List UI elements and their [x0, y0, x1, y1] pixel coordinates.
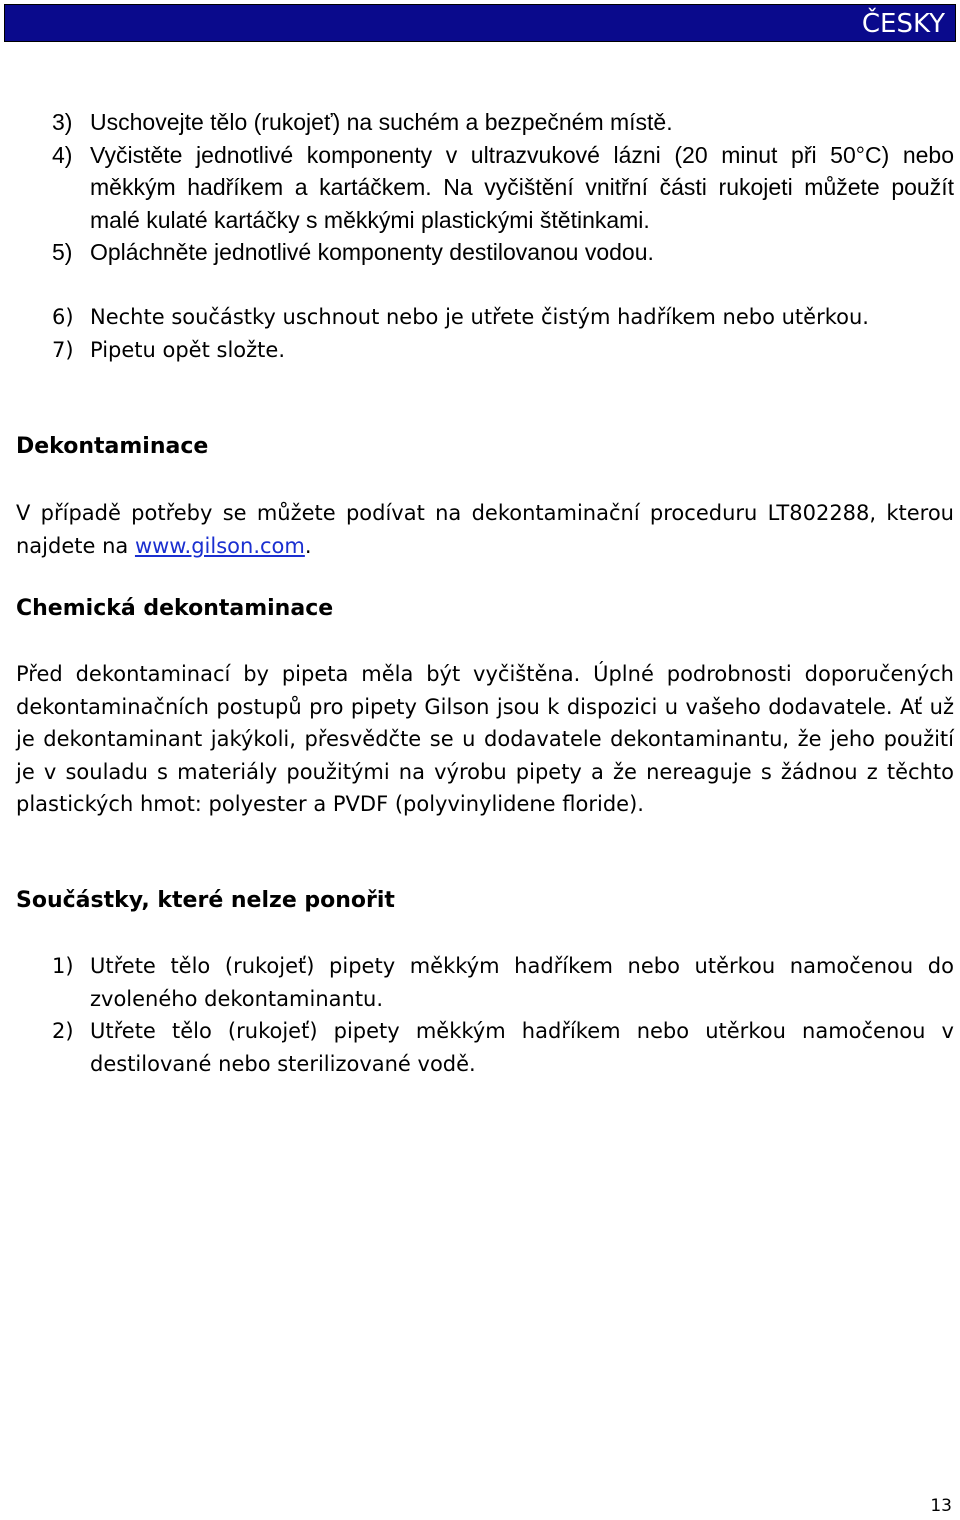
page-number: 13: [930, 1496, 952, 1516]
list-item-text: Utřete tělo (rukojeť) pipety měkkým hadříkem nebo utěrkou namočenou v destilované nebo sterilizované vodě.: [90, 1019, 954, 1076]
list-item: [16, 106, 954, 139]
list-item-text: Nechte součástky uschnout nebo je utřete čistým hadříkem nebo utěrkou.: [90, 305, 869, 329]
list-item-text: Vyčistěte jednotlivé komponenty v ultrazvukové lázni (20 minut při 50°C) nebo měkkým hadříkem a kartáčkem. Na vyčištění vnitřní části rukojeti můžete použít malé kulaté kartáčky s měkkými plastickými štětinkami.: [90, 141, 954, 233]
chemical-decontamination-heading: Chemická dekontaminace: [16, 596, 334, 621]
list-item: [16, 334, 954, 367]
list-item: [16, 139, 954, 237]
list-item-number: 6): [52, 305, 74, 329]
list-item-number: 1): [52, 954, 74, 978]
list-item: [16, 236, 954, 269]
decontamination-text-end: .: [304, 533, 312, 558]
list-item-text: Utřete tělo (rukojeť) pipety měkkým hadříkem nebo utěrkou namočenou do zvoleného dekontaminantu.: [90, 954, 954, 1011]
list-item: [16, 950, 954, 1015]
language-banner: [4, 4, 956, 42]
care-steps-list-continued: [16, 301, 954, 366]
decontamination-text: V případě potřeby se můžete podívat na dekontaminační proceduru LT802288, kterou najdete na: [16, 501, 954, 558]
non-immersible-parts-heading: Součástky, které nelze ponořit: [16, 888, 395, 913]
list-item-number: 4): [52, 141, 73, 168]
care-steps-list: [16, 106, 954, 269]
list-item-number: 7): [52, 337, 74, 362]
chemical-decontamination-paragraph: Před dekontaminací by pipeta měla být vyčištěna. Úplné podrobnosti doporučených dekontaminačních postupů pro pipety Gilson jsou k dispozici u vašeho dodavatele. Ať už je dekontaminant jakýkoli, přesvědčte se u dodavatele dekontaminantu, že jeho použití je v souladu s materiály použitými na výrobu pipety a že nereaguje s žádnou z těchto plastických hmot: polyester a PVDF (polyvinylidene floride).: [16, 662, 954, 816]
decontamination-paragraph: [16, 497, 954, 562]
gilson-website-link[interactable]: www.gilson.com: [134, 533, 305, 558]
list-item-number: 5): [52, 239, 73, 265]
list-item: [16, 301, 954, 334]
non-immersible-steps-list: [16, 950, 954, 1080]
list-item-text: Pipetu opět složte.: [90, 337, 285, 362]
list-item-number: 2): [52, 1019, 74, 1043]
decontamination-heading: Dekontaminace: [16, 434, 209, 459]
list-item-text: Uschovejte tělo (rukojeť) na suchém a bezpečném místě.: [90, 109, 673, 135]
list-item: [16, 1015, 954, 1080]
language-label: ČESKY: [861, 9, 945, 39]
list-item-number: 3): [52, 109, 73, 135]
list-item-text: Opláchněte jednotlivé komponenty destilovanou vodou.: [90, 239, 654, 265]
